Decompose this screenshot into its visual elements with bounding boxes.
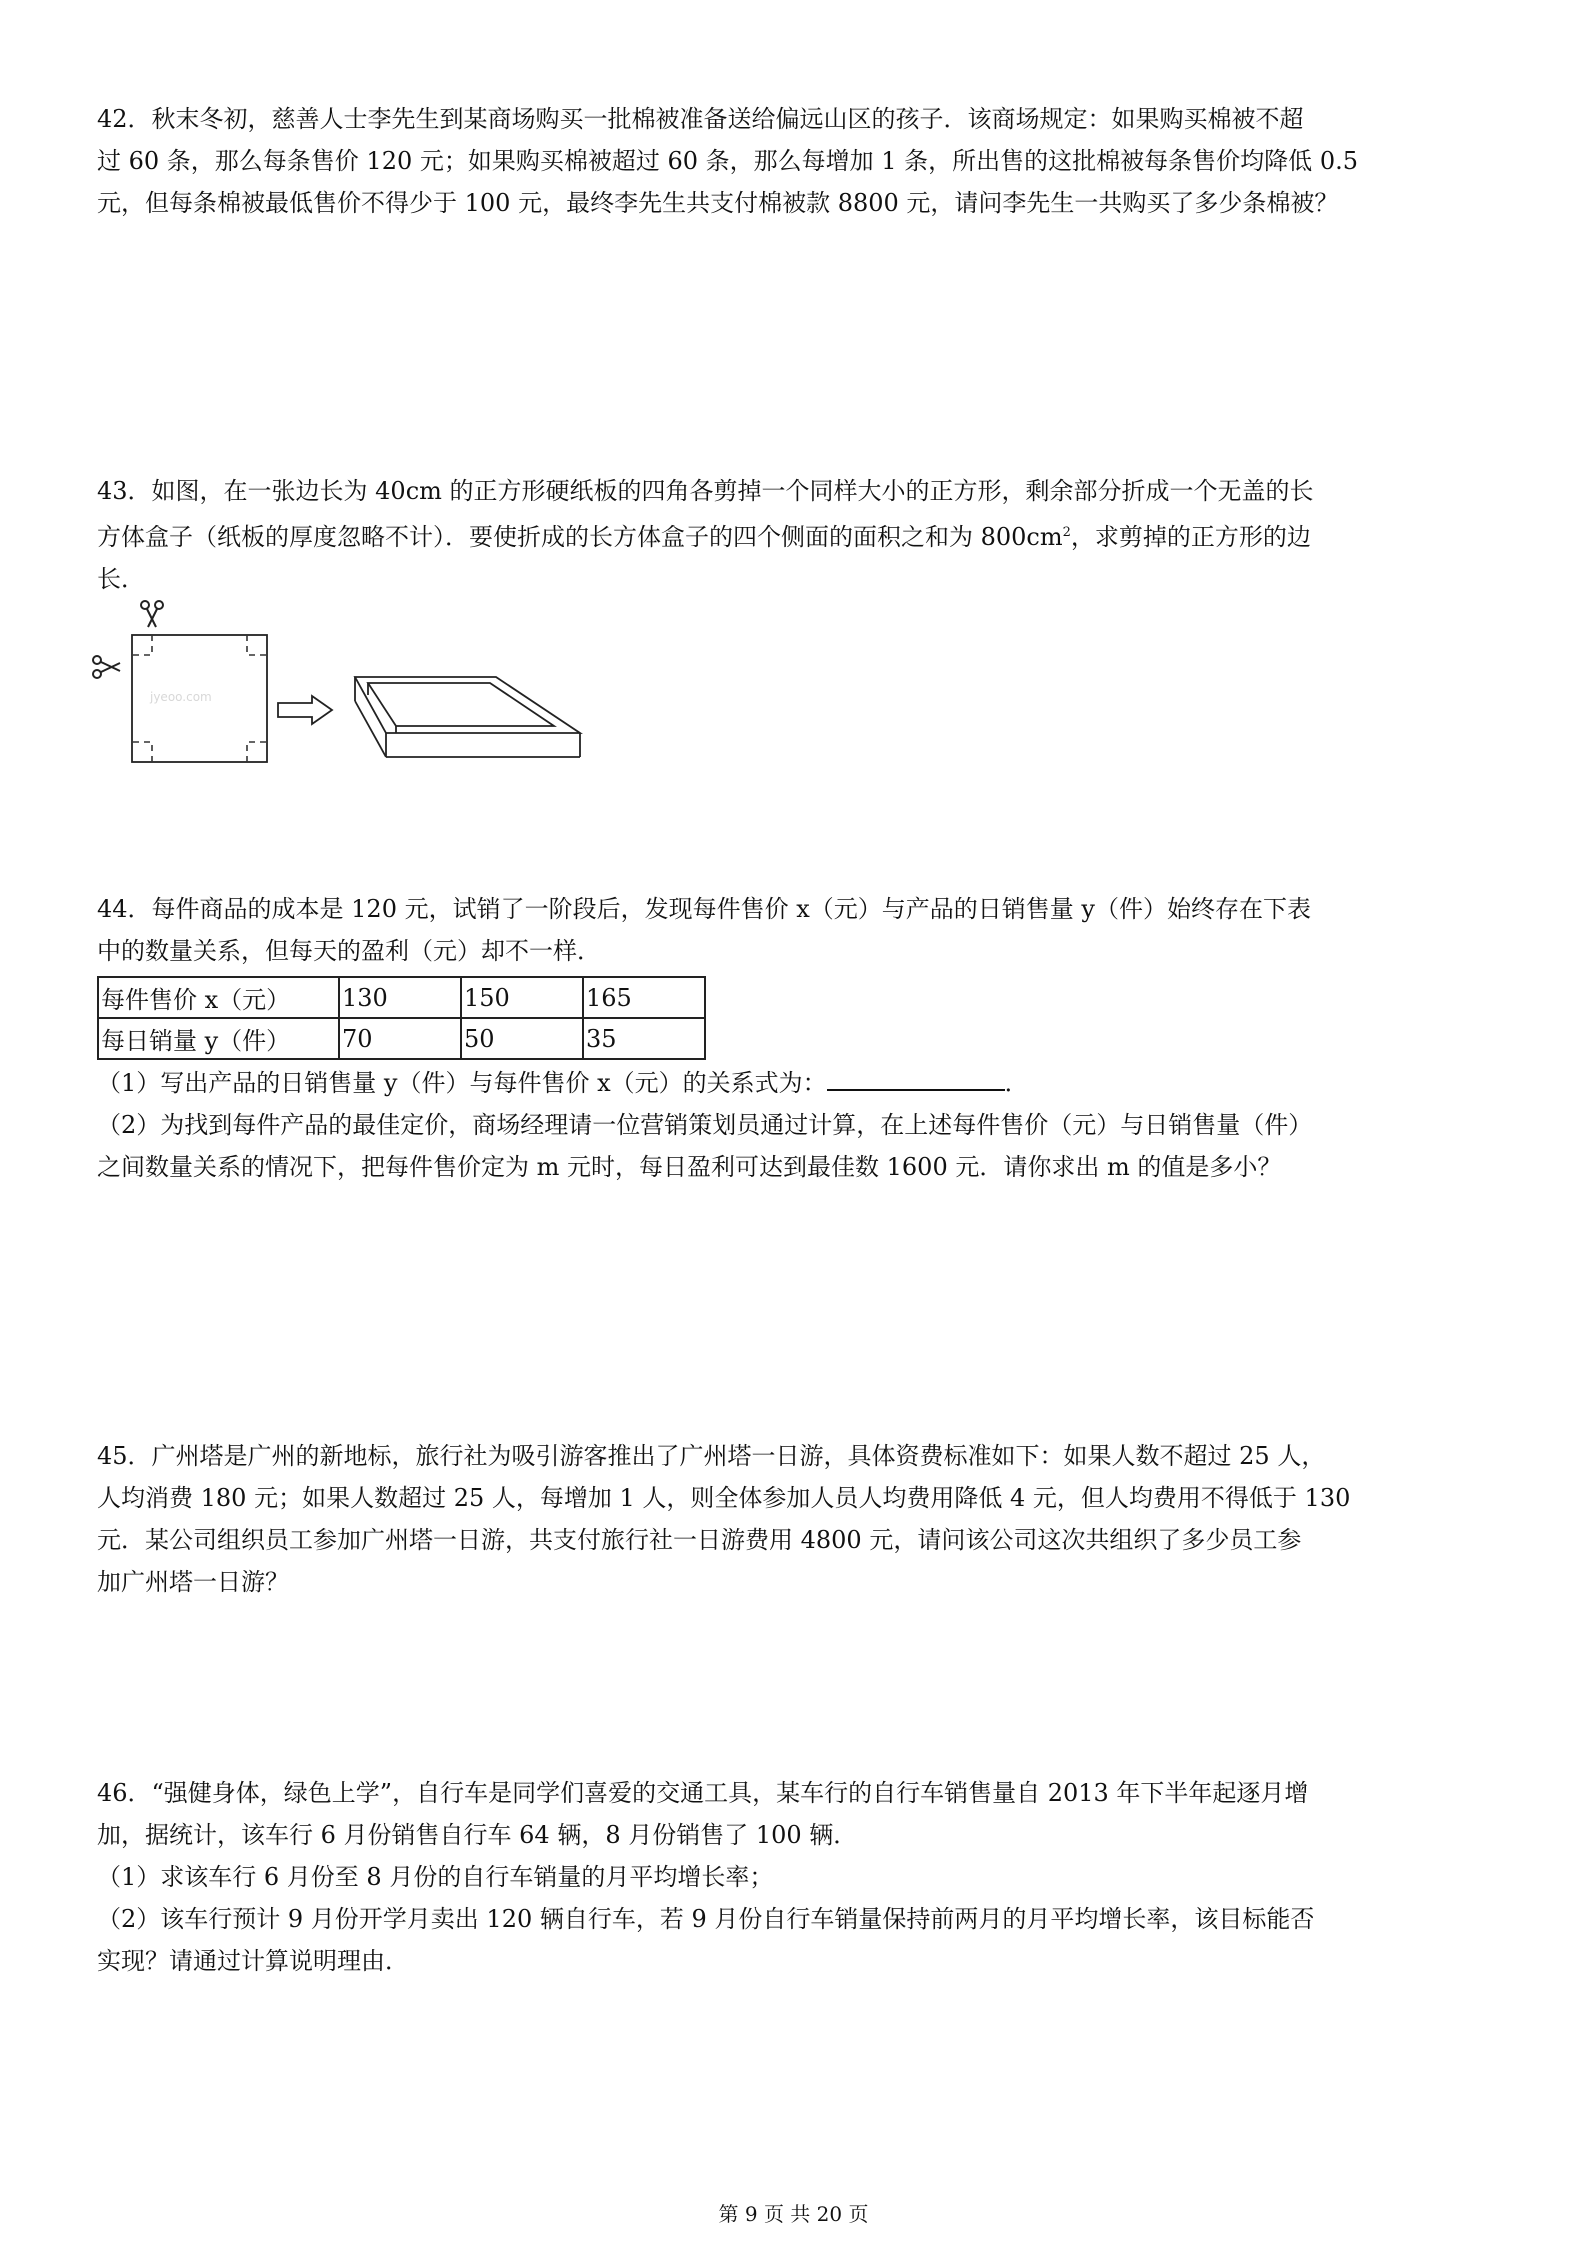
q43-line2 <box>97 512 1497 558</box>
q44-part1 <box>97 1062 1497 1104</box>
open-box <box>355 677 580 757</box>
q44-line1: 44．每件商品的成本是 120 元，试销了一阶段后，发现每件售价 x（元）与产品的日销售量 y（件）始终存在下表 <box>97 895 1311 923</box>
q46-line3: （1）求该车行 6 月份至 8 月份的自行车销量的月平均增长率； <box>97 1863 774 1891</box>
question-45 <box>97 1435 1497 1603</box>
q46-line2: 加，据统计，该车行 6 月份销售自行车 64 辆，8 月份销售了 100 辆． <box>97 1821 858 1849</box>
q43-line2-text: 方体盒子（纸板的厚度忽略不计）．要使折成的长方体盒子的四个侧面的面积之和为 800cm <box>97 523 1063 551</box>
q45-line1: 45．广州塔是广州的新地标，旅行社为吸引游客推出了广州塔一日游，具体资费标准如下：如果人数不超过 25 人， <box>97 1442 1326 1470</box>
price-sales-table <box>97 976 706 1060</box>
q46-line4: （2）该车行预计 9 月份开学月卖出 120 辆自行车，若 9 月份自行车销量保持前两月的月平均增长率，该目标能否 <box>97 1905 1315 1933</box>
table-row <box>98 1018 705 1059</box>
q45-line2: 人均消费 180 元；如果人数超过 25 人，每增加 1 人，则全体参加人员人均费用降低 4 元，但人均费用不得低于 130 <box>97 1484 1351 1512</box>
q44-part1-tail: ． <box>1004 1069 1029 1097</box>
question-44 <box>97 888 1497 972</box>
table-cell: 165 <box>583 977 705 1018</box>
q46-line5: 实现？请通过计算说明理由． <box>97 1947 409 1975</box>
table-cell: 每日销量 y（件） <box>98 1018 339 1059</box>
q45-line4: 加广州塔一日游？ <box>97 1568 289 1596</box>
right-arrow-icon <box>278 696 332 724</box>
q43-line3: 长． <box>97 565 145 593</box>
table-row <box>98 977 705 1018</box>
table-cell: 130 <box>339 977 461 1018</box>
table-cell: 70 <box>339 1018 461 1059</box>
question-44-parts <box>97 1062 1497 1188</box>
table-cell: 50 <box>461 1018 583 1059</box>
table-cell: 每件售价 x（元） <box>98 977 339 1018</box>
q44-part1-text: （1）写出产品的日销售量 y（件）与每件售价 x（元）的关系式为： <box>97 1069 827 1097</box>
q43-figure <box>90 595 600 775</box>
q44-part2-line1: （2）为找到每件产品的最佳定价，商场经理请一位营销策划员通过计算，在上述每件售价（元）与日销售量（件） <box>97 1111 1313 1139</box>
q45-line3: 元．某公司组织员工参加广州塔一日游，共支付旅行社一日游费用 4800 元，请问该公司这次共组织了多少员工参 <box>97 1526 1302 1554</box>
table-cell: 35 <box>583 1018 705 1059</box>
q43-line2-tail: ，求剪掉的正方形的边 <box>1070 523 1311 551</box>
q42-line3: 元，但每条棉被最低售价不得少于 100 元，最终李先生共支付棉被款 8800 元，请问李先生一共购买了多少条棉被？ <box>97 189 1339 217</box>
question-43 <box>97 470 1497 600</box>
q44-part2-line2: 之间数量关系的情况下，把每件售价定为 m 元时，每日盈利可达到最佳数 1600 元．请你求出 m 的值是多小？ <box>97 1153 1282 1181</box>
q46-line1: 46．“强健身体，绿色上学”，自行车是同学们喜爱的交通工具，某车行的自行车销售量自 2013 年下半年起逐月增 <box>97 1779 1309 1807</box>
watermark: jyeoo.com <box>150 690 212 704</box>
table-cell: 150 <box>461 977 583 1018</box>
q42-line2: 过 60 条，那么每条售价 120 元；如果购买棉被超过 60 条，那么每增加 1 条，所出售的这批棉被每条售价均降低 0.5 <box>97 147 1358 175</box>
scissors-icon <box>93 656 120 678</box>
scissors-icon <box>141 601 163 627</box>
page-footer: 第 9 页 共 20 页 <box>718 2202 869 2226</box>
question-42 <box>97 98 1497 224</box>
q43-superscript: 2 <box>1062 525 1071 540</box>
answer-blank[interactable] <box>827 1065 1005 1091</box>
q43-line1: 43．如图，在一张边长为 40cm 的正方形硬纸板的四角各剪掉一个同样大小的正方形，剩余部分折成一个无盖的长 <box>97 477 1314 505</box>
question-46 <box>97 1772 1497 1982</box>
q44-line2: 中的数量关系，但每天的盈利（元）却不一样． <box>97 937 601 965</box>
q42-line1: 42．秋末冬初，慈善人士李先生到某商场购买一批棉被准备送给偏远山区的孩子．该商场规定：如果购买棉被不超 <box>97 105 1304 133</box>
